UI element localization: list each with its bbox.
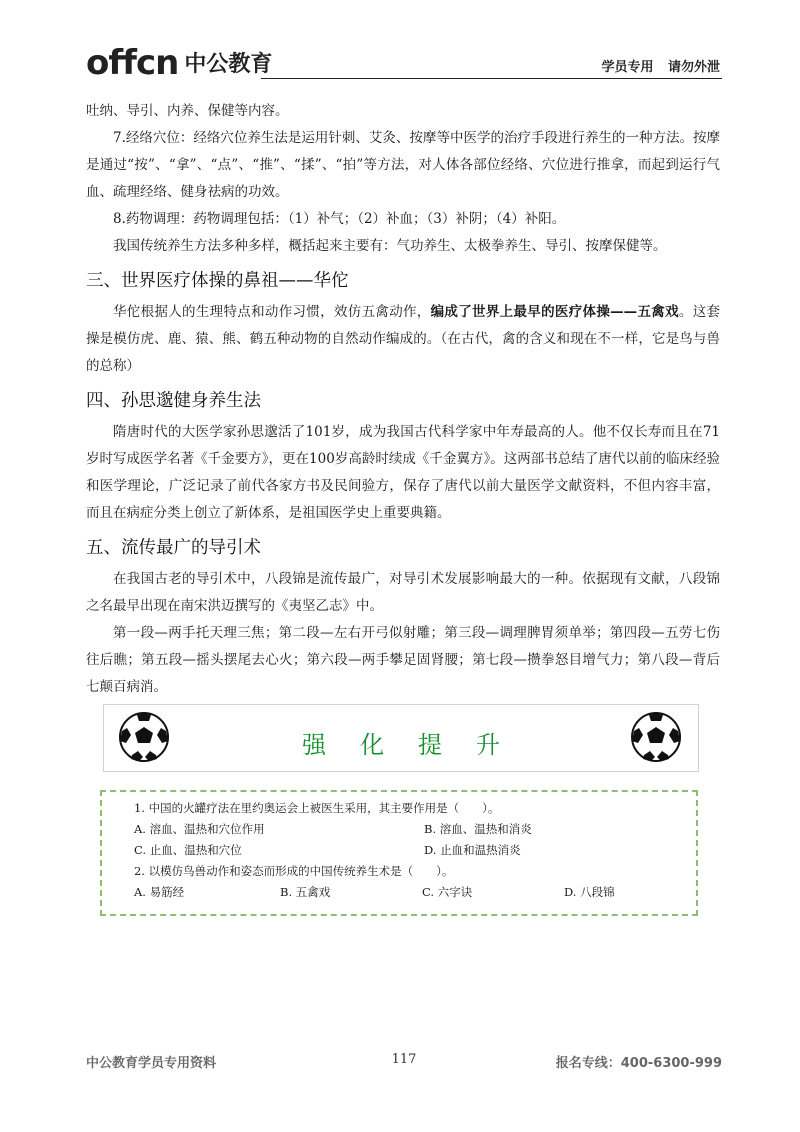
text-run: 华佗根据人的生理特点和动作习惯，效仿五禽动作， [113,304,431,320]
hotline: 报名专线：400-6300-999 [555,1056,722,1071]
paragraph: 我国传统养生方法多种多样，概括起来主要有：气功养生、太极拳养生、导引、按摩保健等。 [113,238,667,254]
page-number: 117 [391,1052,417,1067]
header-rule [261,78,722,79]
option-b: B. 五禽戏 [280,885,331,899]
practice-banner [103,704,699,772]
footer-label: 中公教育学员专用资料 [86,1056,217,1071]
paragraph: 第一段—两手托天理三焦；第二段—左右开弓似射雕；第三段—调理脾胃须单举；第四段—五劳七伤往后瞧；第五段—摇头摆尾去心火；第六段—两手攀足固肾腰；第七段—攒拳怒目增气力；第八段—背后七颠百病消。 [86,625,720,695]
page-footer [86,1052,722,1074]
soccer-ball-icon [630,711,682,763]
page-content [86,98,720,701]
paragraph: 隋唐时代的大医学家孙思邈活了101岁，成为我国古代科学家中年寿最高的人。他不仅长寿而且在71岁时写成医学名著《千金要方》，更在100岁高龄时续成《千金翼方》。这两部书总结了唐代以前的临床经验和医学理论，广泛记录了前代各家方书及民间验方，保存了唐代以前大量医学文献资料，不但内容丰富，而且在病症分类上创立了新体系，是祖国医学史上重要典籍。 [86,424,720,521]
paragraph: 7.经络穴位：经络穴位养生法是运用针刺、艾灸、按摩等中医学的治疗手段进行养生的一种方法。按摩是通过“按”、“拿”、“点”、“推”、“揉”、“拍”等方法，对人体各部位经络、穴位进行推拿，而起到运行气血、疏理经络、健身祛病的功效。 [86,130,720,200]
paragraph: 吐纳、导引、内养、保健等内容。 [86,103,289,119]
section-heading: 五、流传最广的导引术 [86,538,261,558]
option-b: B. 溶血、温热和消炎 [424,822,532,836]
paragraph: 8.药物调理：药物调理包括：（1）补气；（2）补血；（3）补阴；（4）补阳。 [113,211,566,227]
header-notice: 学员专用 请勿外泄 [601,60,720,75]
option-c: C. 六字诀 [422,885,473,899]
question-text: 2. 以模仿鸟兽动作和姿态而形成的中国传统养生术是（ ）。 [134,864,454,878]
logo-chinese: 中公教育 [184,52,273,77]
option-row [134,882,696,903]
section-heading: 三、世界医疗体操的鼻祖——华佗 [86,271,349,291]
option-a: A. 易筋经 [134,885,185,899]
option-row [134,840,696,861]
bold-text: 编成了世界上最早的医疗体操——五禽戏 [430,304,679,320]
text-run: 。这套操是模仿虎、鹿、猿、熊、鹤五种动物的自然动作编成的。（在古代，禽的含义和现在不一样，它是鸟与兽的总称） [86,304,721,374]
page-header [86,34,722,82]
option-c: C. 止血、温热和穴位 [134,843,242,857]
paragraph [86,299,720,380]
option-row [134,819,696,840]
paragraph: 在我国古老的导引术中，八段锦是流传最广，对导引术发展影响最大的一种。依据现有文献，八段锦之名最早出现在南宋洪迈撰写的《夷坚乙志》中。 [86,571,720,614]
quiz-box [100,790,698,916]
offcn-logo [86,40,273,83]
section-heading: 四、孙思邈健身养生法 [86,391,261,411]
banner-title: 强化提升 [302,731,534,759]
logo-latin: offcn [86,43,179,83]
option-a: A. 溶血、温热和穴位作用 [134,822,265,836]
question-text: 1. 中国的火罐疗法在里约奥运会上被医生采用，其主要作用是（ ）。 [134,801,500,815]
option-d: D. 止血和温热消炎 [424,843,521,857]
option-d: D. 八段锦 [564,885,615,899]
